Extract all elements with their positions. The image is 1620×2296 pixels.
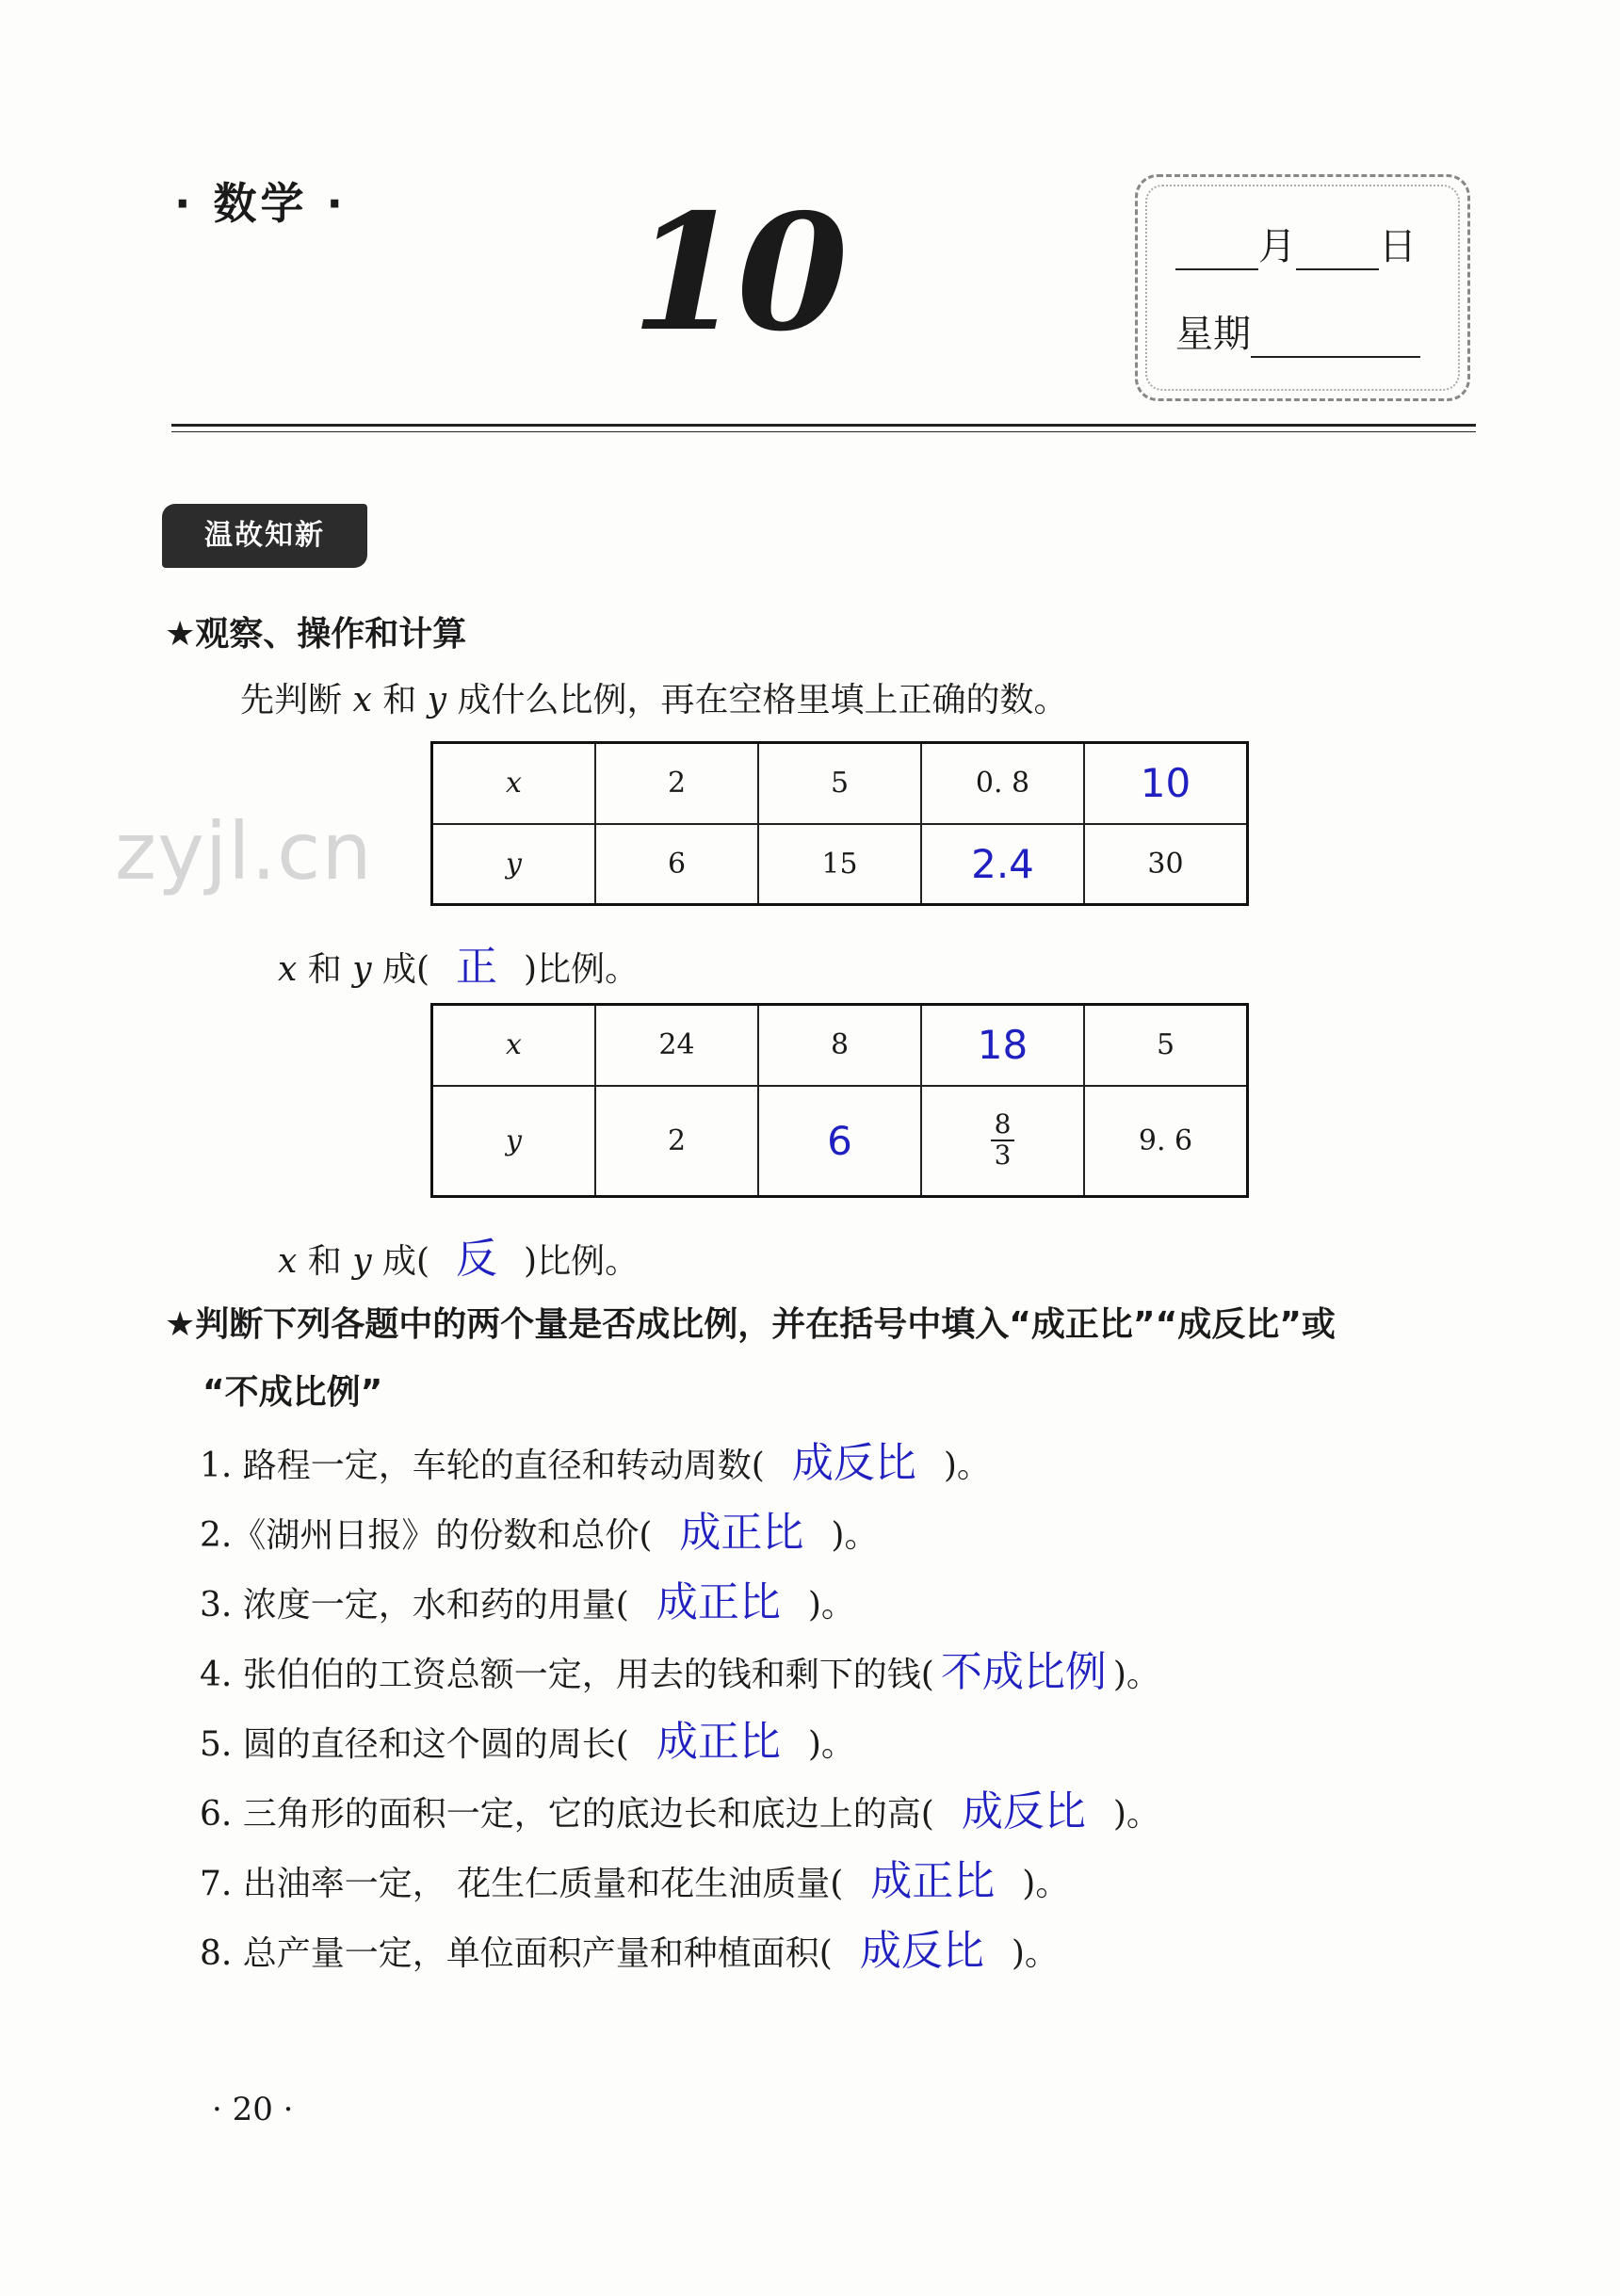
- day-label: 日: [1379, 225, 1417, 268]
- question-item: 6. 三角形的面积一定，它的底边长和底边上的高( 成反比 )。: [200, 1778, 1160, 1848]
- table-cell: 6: [595, 824, 758, 905]
- answer-blank[interactable]: 成反比: [961, 1787, 1086, 1835]
- table-cell: 15: [758, 824, 921, 905]
- question-item: 5. 圆的直径和这个圆的周长( 成正比 )。: [200, 1708, 1160, 1778]
- date-box-inner-border: [1145, 185, 1460, 391]
- table-cell: x: [432, 743, 596, 824]
- header-rule-thin: [171, 431, 1476, 432]
- table-cell-answer[interactable]: 2.4: [921, 824, 1084, 905]
- month-blank[interactable]: [1175, 268, 1258, 270]
- table-cell: 24: [595, 1005, 758, 1086]
- table-2-row-y: [432, 1086, 1248, 1197]
- table-1-row-y: [432, 824, 1248, 905]
- month-label: 月: [1258, 225, 1296, 268]
- table-cell: y: [432, 1086, 596, 1197]
- question-item: 8. 总产量一定，单位面积产量和种植面积( 成反比 )。: [200, 1917, 1160, 1987]
- header-rule-thick: [171, 424, 1476, 427]
- section-badge: 温故知新: [162, 504, 367, 568]
- table-cell: x: [432, 1005, 596, 1086]
- table-cell: 2: [595, 1086, 758, 1197]
- answer-blank[interactable]: 成正比: [870, 1857, 996, 1905]
- part1-answer-2: x 和 y 成( 反 )比例。: [278, 1224, 639, 1285]
- question-item: 1. 路程一定，车轮的直径和转动周数( 成反比 )。: [200, 1430, 1160, 1499]
- date-month-day-line: [1175, 217, 1417, 270]
- table-cell-answer[interactable]: 6: [758, 1086, 921, 1197]
- part2-heading-line2: “不成比例”: [202, 1373, 383, 1412]
- subject-label: · 数学 ·: [174, 178, 347, 229]
- weekday-line: [1175, 304, 1420, 358]
- answer-blank[interactable]: 成反比: [859, 1927, 984, 1975]
- watermark: zyjl.cn: [115, 805, 373, 897]
- answer-blank[interactable]: 成正比: [656, 1718, 781, 1766]
- part2-heading-line1: ★判断下列各题中的两个量是否成比例，并在括号中填入“成正比”“成反比”或: [165, 1305, 1336, 1344]
- answer-blank[interactable]: 成正比: [656, 1578, 781, 1626]
- fraction: $\frac{8}{3}$: [991, 1110, 1015, 1171]
- question-item: 2.《湖州日报》的份数和总价( 成正比 )。: [200, 1499, 1160, 1569]
- answer-blank[interactable]: 反: [456, 1235, 498, 1283]
- weekday-blank[interactable]: [1251, 356, 1420, 358]
- question-list: [200, 1430, 1160, 1987]
- answer-blank[interactable]: 成正比: [679, 1509, 804, 1557]
- date-box: [1135, 174, 1470, 401]
- table-cell-answer[interactable]: 18: [921, 1005, 1084, 1086]
- answer-blank[interactable]: 正: [456, 943, 498, 991]
- answer-blank[interactable]: 不成比例: [940, 1648, 1107, 1696]
- part1-answer-1: x 和 y 成( 正 )比例。: [278, 932, 639, 993]
- table-cell: [921, 1086, 1084, 1197]
- lesson-number: 10: [631, 179, 843, 367]
- table-cell-answer[interactable]: 10: [1084, 743, 1248, 824]
- answer-blank[interactable]: 成反比: [791, 1439, 916, 1487]
- question-item: 4. 张伯伯的工资总额一定，用去的钱和剩下的钱( 不成比例 )。: [200, 1639, 1160, 1708]
- table-2-row-x: [432, 1005, 1248, 1086]
- table-cell: 8: [758, 1005, 921, 1086]
- question-item: 7. 出油率一定， 花生仁质量和花生油质量( 成正比 )。: [200, 1848, 1160, 1917]
- part1-heading: ★观察、操作和计算: [165, 615, 467, 654]
- part1-instruction: 先判断 x 和 y 成什么比例，再在空格里填上正确的数。: [240, 681, 1068, 720]
- table-cell: 2: [595, 743, 758, 824]
- question-item: 3. 浓度一定，水和药的用量( 成正比 )。: [200, 1569, 1160, 1639]
- table-1-row-x: [432, 743, 1248, 824]
- table-cell: y: [432, 824, 596, 905]
- table-cell: 0. 8: [921, 743, 1084, 824]
- table-cell: 9. 6: [1084, 1086, 1248, 1197]
- table-cell: 5: [1084, 1005, 1248, 1086]
- table-cell: 30: [1084, 824, 1248, 905]
- day-blank[interactable]: [1296, 268, 1379, 270]
- table-1: [430, 741, 1249, 906]
- table-2: [430, 1003, 1249, 1198]
- page-number: · 20 ·: [212, 2091, 294, 2128]
- weekday-label: 星期: [1175, 313, 1251, 356]
- table-cell: 5: [758, 743, 921, 824]
